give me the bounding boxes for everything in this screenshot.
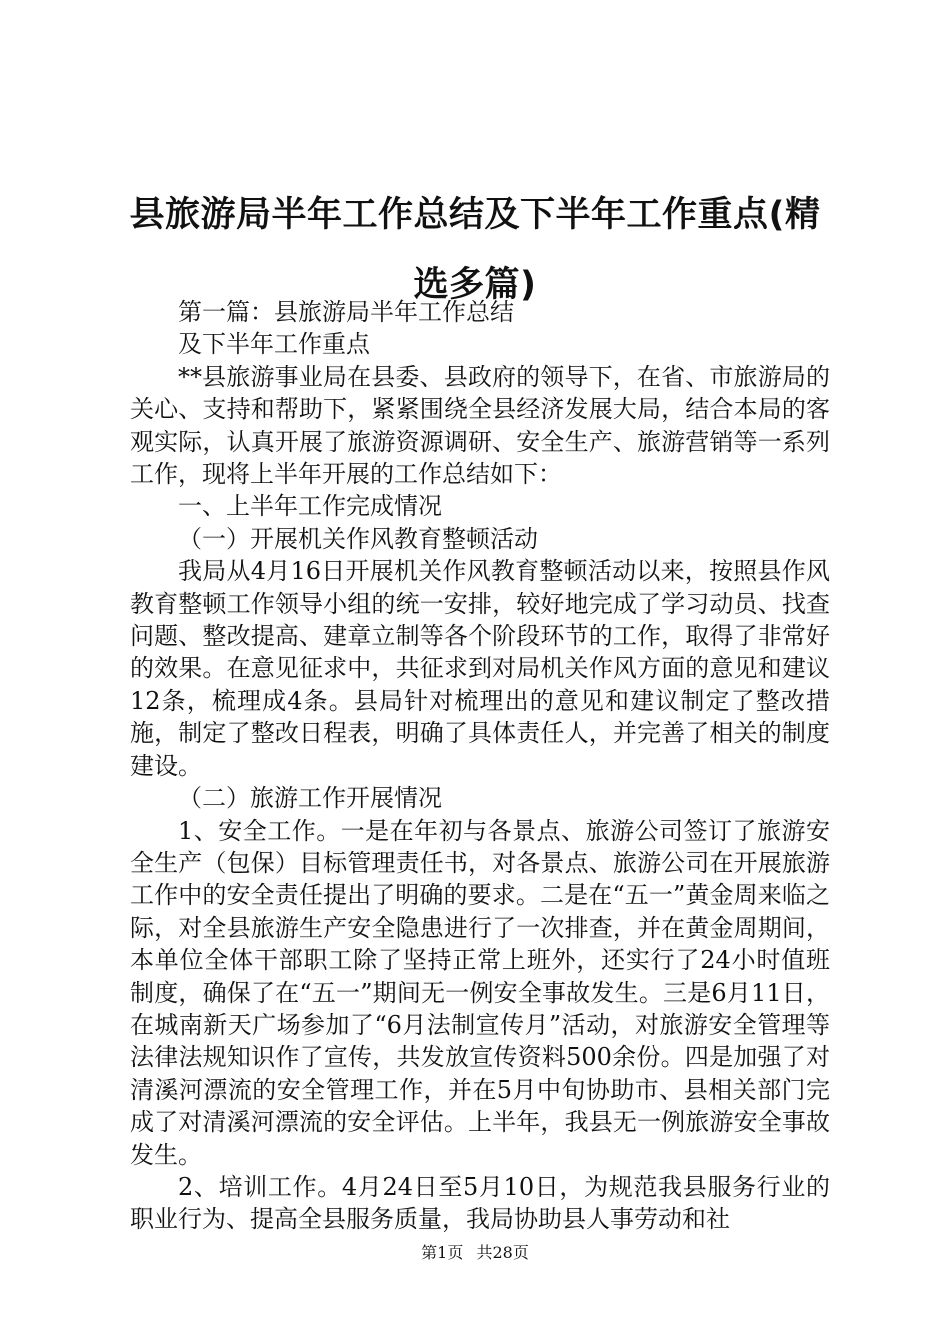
page-footer [0,1243,950,1263]
page-total: 共28页 [476,1243,529,1262]
subsection-heading: （二）旅游工作开展情况 [178,784,442,813]
paragraph: 1、安全工作。一是在年初与各景点、旅游公司签订了旅游安全生产（包保）目标管理责任书，对各景点、旅游公司在开展旅游工作中的安全责任提出了明确的要求。二是在“五一”黄金周来临之际，对全县旅游生产安全隐患进行了一次排查，并在黄金周期间，本单位全体干部职工除了坚持正常上班外，还实行了24小时值班制度，确保了在“五一”期间无一例安全事故发生。三是6月11日，在城南新天广场参加了“6月法制宣传月”活动，对旅游安全管理等法律法规知识作了宣传，共发放宣传资料500余份。四是加强了对清溪河漂流的安全管理工作，并在5月中旬协助市、县相关部门完成了对清溪河漂流的安全评估。上半年，我县无一例旅游安全事故发生。 [130,816,830,1169]
paragraph: 及下半年工作重点 [178,330,370,359]
paragraph: 我局从4月16日开展机关作风教育整顿活动以来，按照县作风教育整顿工作领导小组的统一安排，较好地完成了学习动员、找查问题、整改提高、建章立制等各个阶段环节的工作，取得了非常好的效果。在意见征求中，共征求到对局机关作风方面的意见和建议12条，梳理成4条。县局针对梳理出的意见和建议制定了整改措施，制定了整改日程表，明确了具体责任人，并完善了相关的制度建设。 [130,557,830,780]
section-heading: 一、上半年工作完成情况 [178,492,442,521]
document-title: 县旅游局半年工作总结及下半年工作重点(精选多篇) [129,195,821,305]
page-number: 第1页 [421,1243,464,1262]
paragraph: 2、培训工作。4月24日至5月10日，为规范我县服务行业的职业行为、提高全县服务质量，我局协助县人事劳动和社 [130,1172,830,1234]
paragraph: **县旅游事业局在县委、县政府的领导下，在省、市旅游局的关心、支持和帮助下，紧紧围绕全县经济发展大局，结合本局的客观实际，认真开展了旅游资源调研、安全生产、旅游营销等一系列工作，现将上半年开展的工作总结如下： [130,362,830,489]
paragraph: 第一篇：县旅游局半年工作总结 [178,298,514,326]
subsection-heading: （一）开展机关作风教育整顿活动 [178,524,538,553]
document-body [130,296,830,1236]
